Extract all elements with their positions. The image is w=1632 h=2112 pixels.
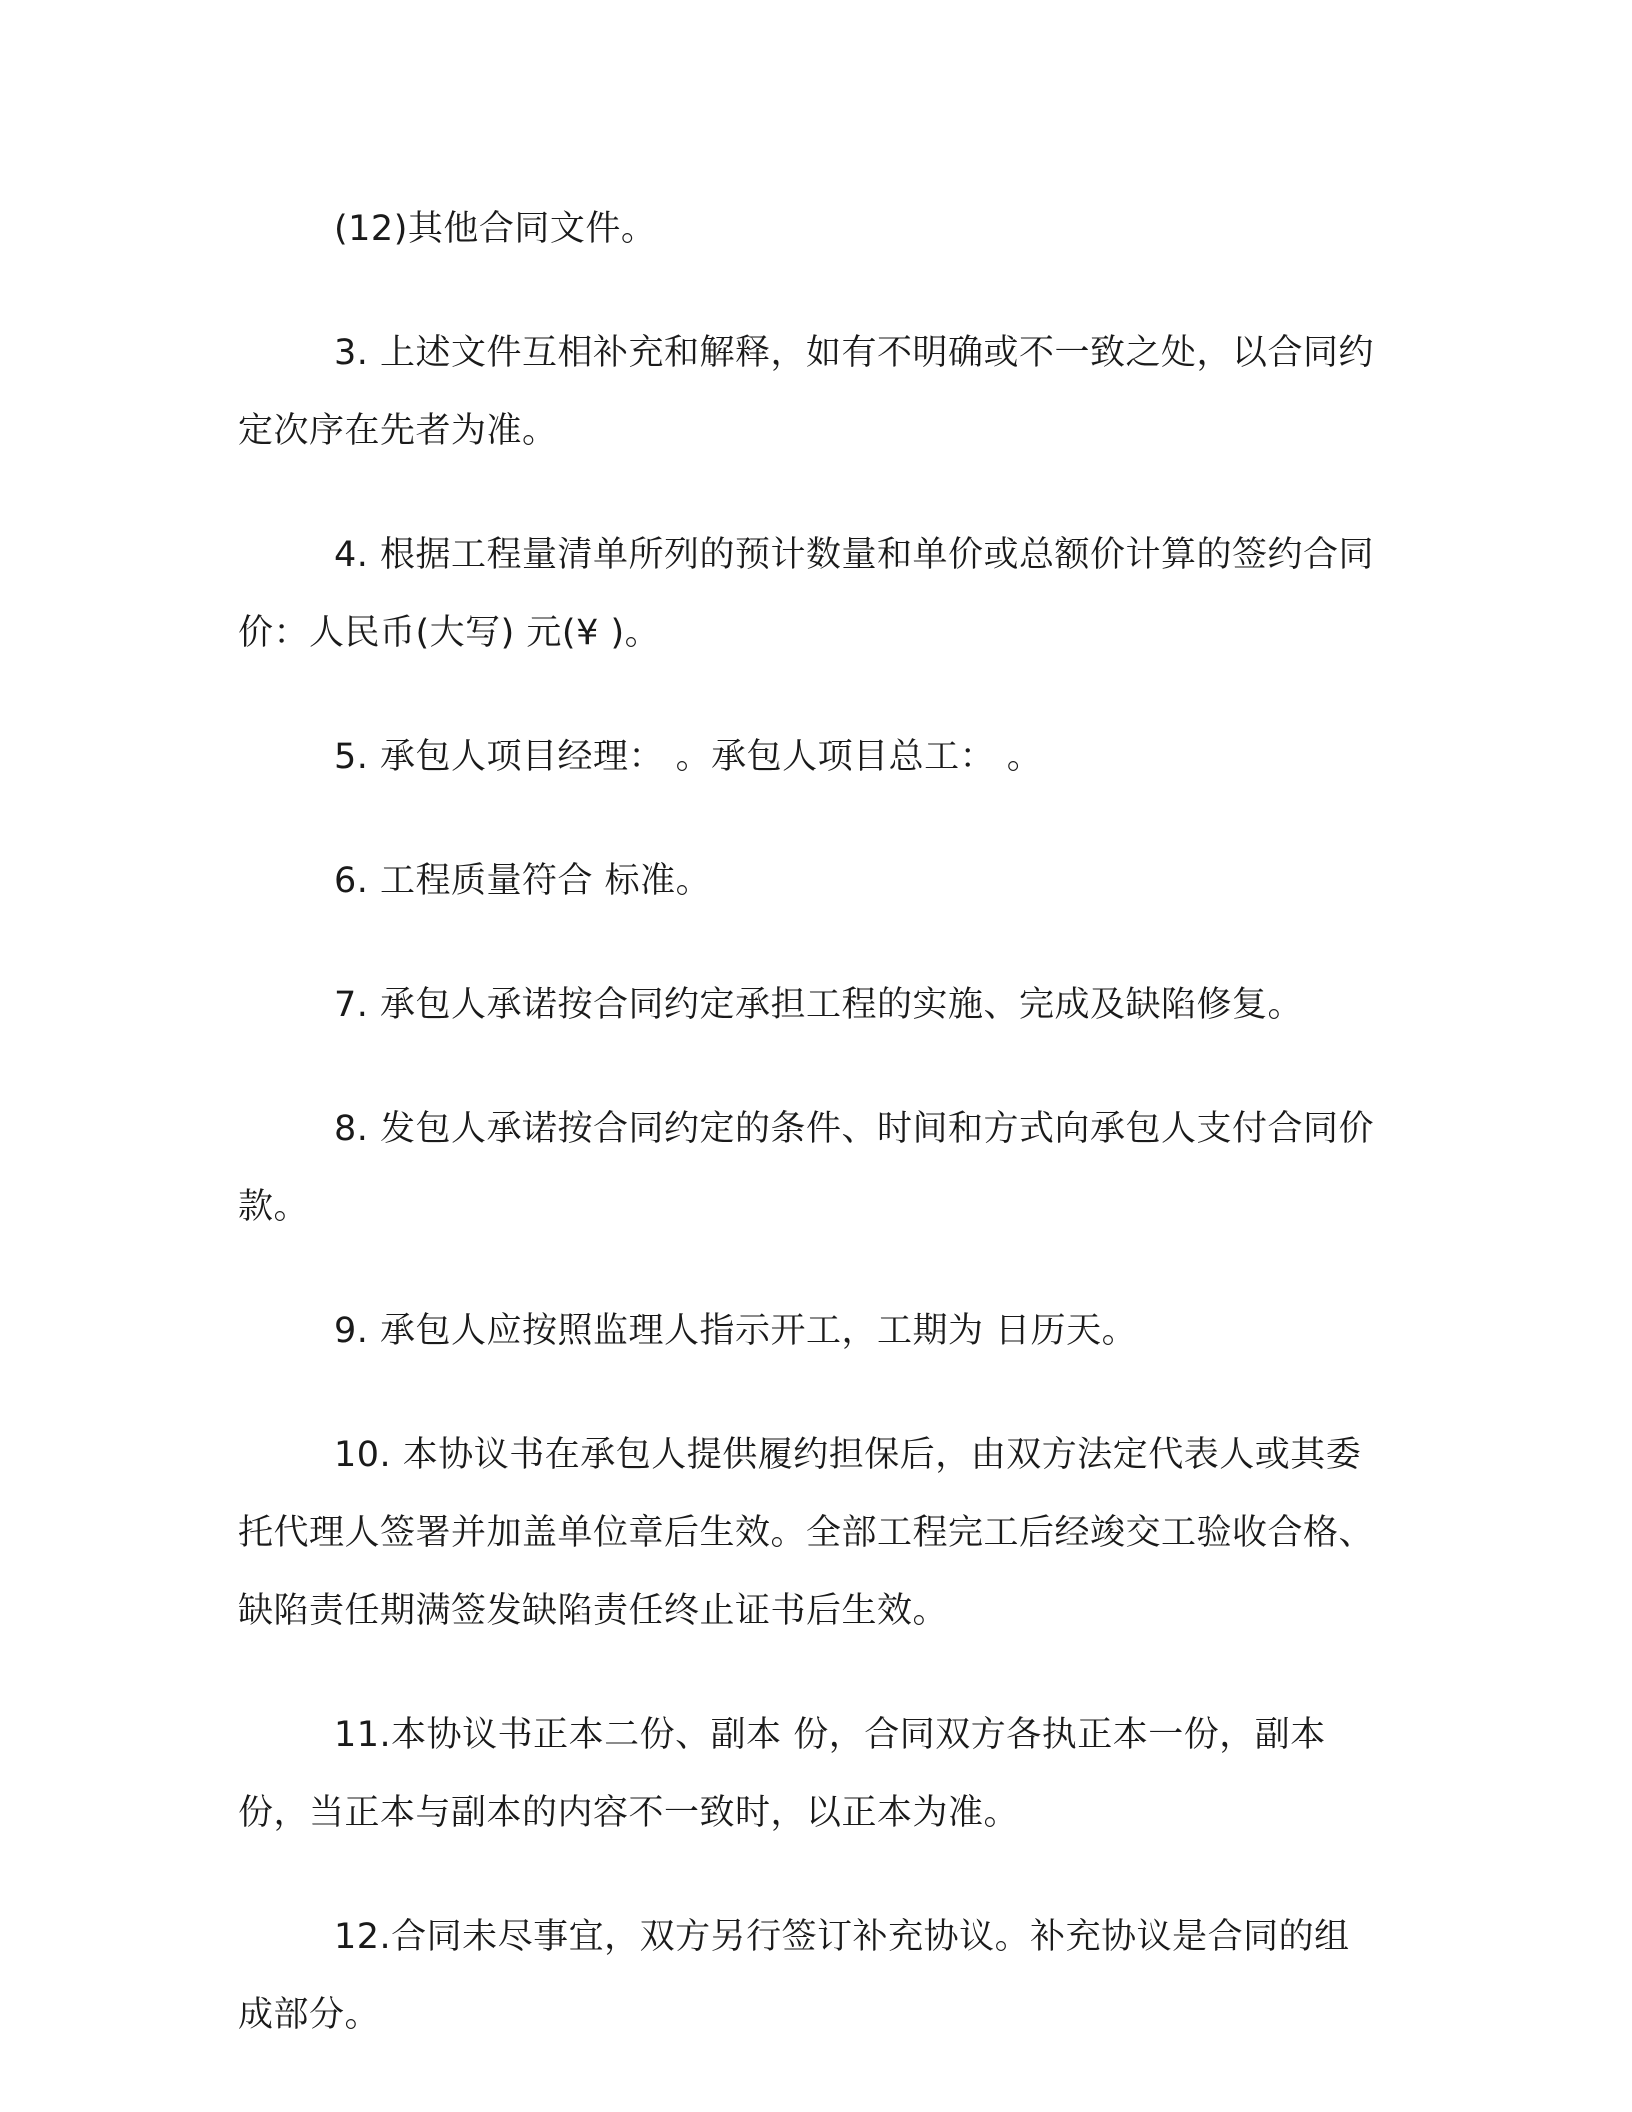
paragraph-clause-12: 12.合同未尽事宜，双方另行签订补充协议。补充协议是合同的组成部分。 <box>238 1917 1350 2035</box>
paragraph-clause-6: 6. 工程质量符合 标准。 <box>334 861 712 901</box>
paragraph-clause-5: 5. 承包人项目经理： 。承包人项目总工： 。 <box>334 737 1043 777</box>
paragraph-clause-7: 7. 承包人承诺按合同约定承担工程的实施、完成及缺陷修复。 <box>334 985 1304 1025</box>
paragraph-clause-4: 4. 根据工程量清单所列的预计数量和单价或总额价计算的签约合同价：人民币(大写) 元(¥ )。 <box>238 535 1375 653</box>
document-body <box>238 190 1378 2100</box>
paragraph-clause-3: 3. 上述文件互相补充和解释，如有不明确或不一致之处，以合同约定次序在先者为准。 <box>238 333 1375 451</box>
paragraph-clause-10: 10. 本协议书在承包人提供履约担保后，由双方法定代表人或其委托代理人签署并加盖单位章后生效。全部工程完工后经竣交工验收合格、缺陷责任期满签发缺陷责任终止证书后生效。 <box>238 1435 1375 1631</box>
paragraph-clause-8: 8. 发包人承诺按合同约定的条件、时间和方式向承包人支付合同价款。 <box>238 1109 1375 1227</box>
paragraph-clause-11: 11.本协议书正本二份、副本 份，合同双方各执正本一份，副本 份，当正本与副本的内容不一致时，以正本为准。 <box>238 1715 1326 1833</box>
paragraph-clause-9: 9. 承包人应按照监理人指示开工，工期为 日历天。 <box>334 1311 1138 1351</box>
paragraph-item-12-other-documents: (12)其他合同文件。 <box>334 209 657 249</box>
